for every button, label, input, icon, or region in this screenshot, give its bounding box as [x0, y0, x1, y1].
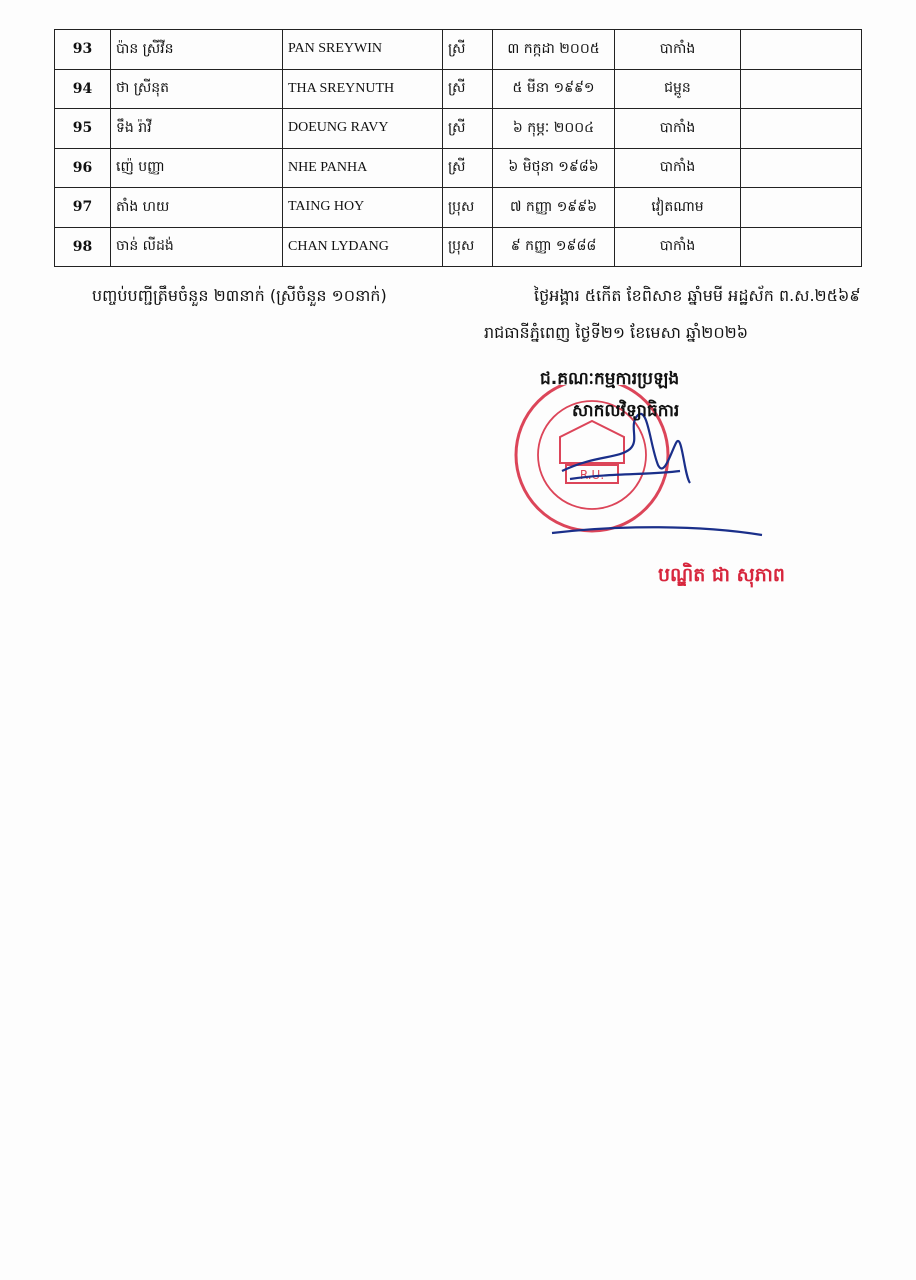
- date-of-birth: ៣ កក្កដា ២០០៥: [493, 30, 615, 70]
- row-number: 98: [55, 227, 111, 267]
- birth-place: បាកាំង: [615, 227, 741, 267]
- birth-place: ជម្ពូន: [615, 69, 741, 109]
- gender: ស្រី: [443, 69, 493, 109]
- birth-place: វៀតណាម: [615, 188, 741, 228]
- note-cell: [741, 188, 862, 228]
- name-khmer: ប៉ាន ស្រីវីន: [111, 30, 283, 70]
- seal-text: R.U.: [579, 468, 605, 482]
- table-row: [55, 188, 862, 228]
- name-latin: THA SREYNUTH: [283, 69, 443, 109]
- seal-emblem: [560, 421, 624, 463]
- roster-table: [54, 29, 862, 267]
- signer-title: សាកលវិទ្យាធិការ: [572, 401, 680, 421]
- date-of-birth: ៦ កុម្ភៈ ២០០៤: [493, 109, 615, 149]
- row-number: 96: [55, 148, 111, 188]
- table-row: [55, 227, 862, 267]
- table-row: [55, 69, 862, 109]
- lunar-date: ថ្ងៃអង្គារ ៥កើត ខែពិសាខ ឆ្នាំមមី អដ្ឋស័ក ព.ស.២៥៦៩: [534, 286, 861, 305]
- on-behalf-committee: ជ.គណៈកម្មការប្រឡង: [540, 369, 680, 389]
- name-khmer: ញ៉េ បញ្ញា: [111, 148, 283, 188]
- date-of-birth: ៧ កញ្ញា ១៩៩៦: [493, 188, 615, 228]
- gender: ស្រី: [443, 109, 493, 149]
- row-number: 95: [55, 109, 111, 149]
- city-date: រាជធានីភ្នំពេញ ថ្ងៃទី២១ ខែមេសា ឆ្នាំ២០២៦: [484, 323, 749, 342]
- name-latin: TAING HOY: [283, 188, 443, 228]
- row-number: 94: [55, 69, 111, 109]
- note-cell: [741, 109, 862, 149]
- gender: ស្រី: [443, 148, 493, 188]
- date-of-birth: ៦ មិថុនា ១៩៨៦: [493, 148, 615, 188]
- birth-place: បាកាំង: [615, 109, 741, 149]
- signer-name: បណ្ឌិត ជា សុភាព: [658, 564, 785, 586]
- name-latin: PAN SREYWIN: [283, 30, 443, 70]
- table-row: [55, 148, 862, 188]
- date-of-birth: ៩ កញ្ញា ១៩៨៨: [493, 227, 615, 267]
- birth-place: បាកាំង: [615, 30, 741, 70]
- row-number: 93: [55, 30, 111, 70]
- row-number: 97: [55, 188, 111, 228]
- list-summary: បញ្ចប់បញ្ជីត្រឹមចំនួន ២៣នាក់ (ស្រីចំនួន ១០នាក់): [92, 286, 387, 305]
- name-khmer: ទឹង រ៉ាវី: [111, 109, 283, 149]
- table-row: [55, 109, 862, 149]
- name-latin: CHAN LYDANG: [283, 227, 443, 267]
- table-row: [55, 30, 862, 70]
- note-cell: [741, 69, 862, 109]
- note-cell: [741, 30, 862, 70]
- note-cell: [741, 148, 862, 188]
- name-khmer: តាំង ហយ: [111, 188, 283, 228]
- name-khmer: ចាន់ លីដង់: [111, 227, 283, 267]
- name-latin: NHE PANHA: [283, 148, 443, 188]
- note-cell: [741, 227, 862, 267]
- gender: ប្រុស: [443, 227, 493, 267]
- name-latin: DOEUNG RAVY: [283, 109, 443, 149]
- gender: ស្រី: [443, 30, 493, 70]
- roster-body: [55, 30, 862, 267]
- date-of-birth: ៥ មីនា ១៩៩១: [493, 69, 615, 109]
- name-khmer: ថា ស្រីនុត: [111, 69, 283, 109]
- birth-place: បាកាំង: [615, 148, 741, 188]
- gender: ប្រុស: [443, 188, 493, 228]
